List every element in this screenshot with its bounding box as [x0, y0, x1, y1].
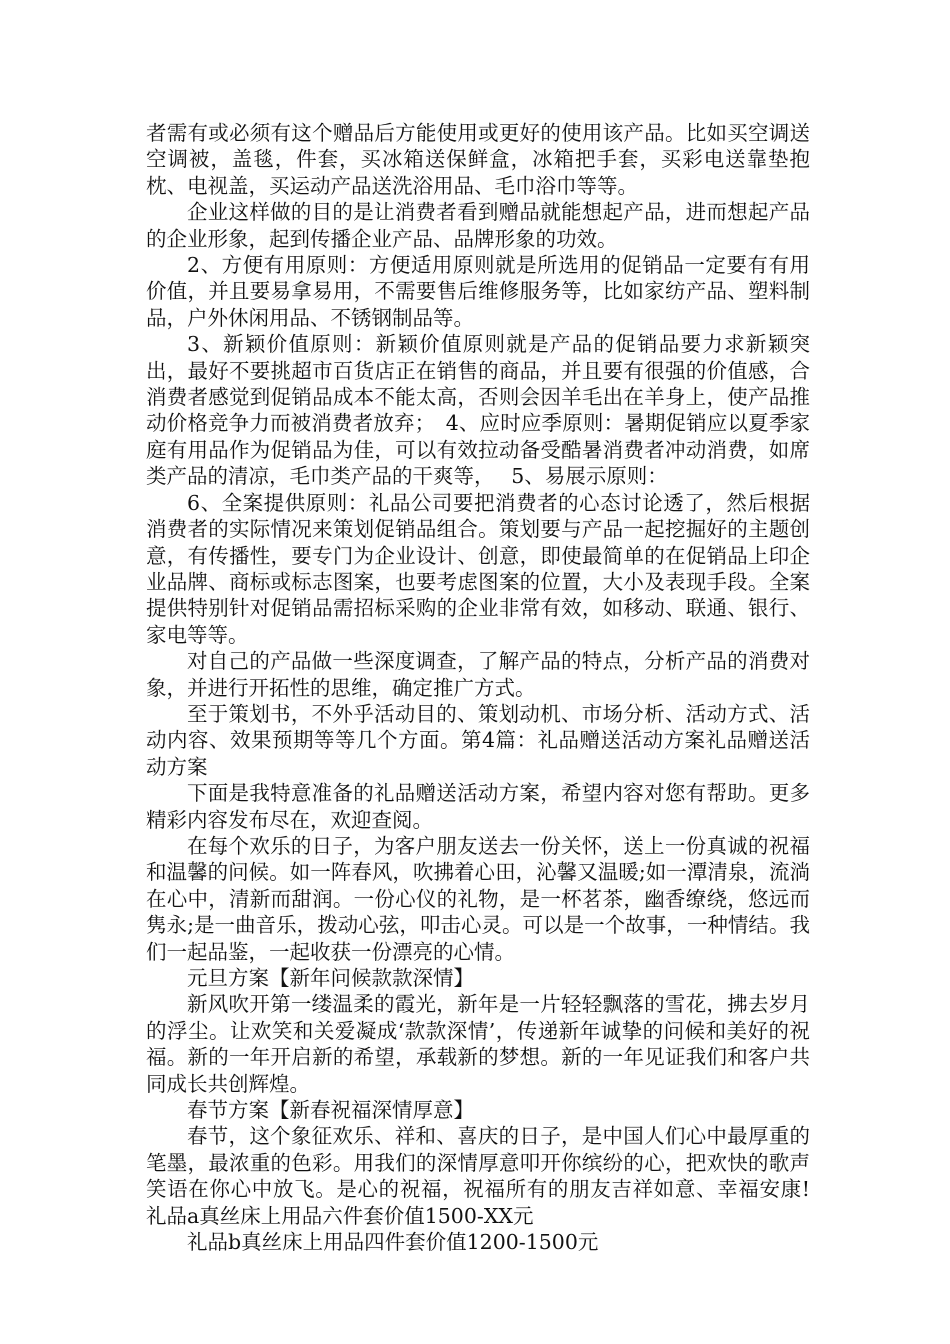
paragraph-1: 者需有或必须有这个赠品后方能使用或更好的使用该产品。比如买空调送空调被，盖毯，件套，买冰箱送保鲜盒，冰箱把手套，买彩电送靠垫抱枕、电视盖，买运动产品送洗浴用品、毛巾浴巾等等。	[146, 121, 810, 198]
paragraph-2: 企业这样做的目的是让消费者看到赠品就能想起产品，进而想起产品的企业形象，起到传播企业产品、品牌形象的功效。	[146, 200, 810, 251]
paragraph-3: 2、方便有用原则：方便适用原则就是所选用的促销品一定要有有用价值，并且要易拿易用，不需要售后维修服务等，比如家纺产品、塑料制品，户外休闲用品、不锈钢制品等。	[146, 253, 810, 330]
paragraph-6: 对自己的产品做一些深度调查，了解产品的特点，分析产品的消费对象，并进行开拓性的思维，确定推广方式。	[146, 649, 810, 700]
paragraph-14: 礼品b真丝床上用品四件套价值1200-1500元	[187, 1230, 599, 1255]
paragraph-13: 春节，这个象征欢乐、祥和、喜庆的日子，是中国人们心中最厚重的笔墨，最浓重的色彩。用我们的深情厚意叩开你缤纷的心，把欢快的歌声笑语在你心中放飞。是心的祝福，祝福所有的朋友吉祥如意、幸福安康! 礼品a真丝床上用品六件套价值1500-XX元	[146, 1124, 831, 1228]
paragraph-7: 至于策划书，不外乎活动目的、策划动机、市场分析、活动方式、活动内容、效果预期等等几个方面。第4篇：礼品赠送活动方案礼品赠送活动方案	[146, 701, 810, 779]
paragraph-5: 6、全案提供原则：礼品公司要把消费者的心态讨论透了，然后根据消费者的实际情况来策划促销品组合。策划要与产品一起挖掘好的主题创意，有传播性，要专门为企业设计、创意，即使最简单的在促销品上印企业品牌、商标或标志图案，也要考虑图案的位置，大小及表现手段。全案提供特别针对促销品需招标采购的企业非常有效，如移动、联通、银行、家电等等。	[146, 490, 810, 647]
paragraph-8: 下面是我特意准备的礼品赠送活动方案，希望内容对您有帮助。更多精彩内容发布尽在，欢迎查阅。	[146, 781, 810, 832]
section-heading-spring-festival: 春节方案【新春祝福深情厚意】	[187, 1098, 474, 1123]
section-heading-new-year: 元旦方案【新年问候款款深情】	[187, 966, 474, 990]
paragraph-11: 新风吹开第一缕温柔的霞光，新年是一片轻轻飘落的雪花，拂去岁月的浮尘。让欢笑和关爱凝成‘款款深情’，传递新年诚挚的问候和美好的祝福。新的一年开启新的希望，承载新的梦想。新的一年见证我们和客户共同成长共创辉煌。	[146, 992, 810, 1096]
paragraph-9: 在每个欢乐的日子，为客户朋友送去一份关怀，送上一份真诚的祝福和温馨的问候。如一阵春风，吹拂着心田，沁馨又温暖;如一潭清泉，流淌在心中，清新而甜润。一份心仪的礼物，是一杯茗茶，幽香缭绕，悠远而隽永;是一曲音乐，拨动心弦，叩击心灵。可以是一个故事，一种情结。我们一起品鉴，一起收获一份漂亮的心情。	[146, 833, 810, 964]
document-body	[146, 120, 831, 1255]
paragraph-4: 3、新颖价值原则：新颖价值原则就是产品的促销品要力求新颖突出，最好不要挑超市百货店正在销售的商品，并且要有很强的价值感，合消费者感觉到促销品成本不能太高，否则会因羊毛出在羊身上，使产品推动价格竞争力而被消费者放弃； 4、应时应季原则：暑期促销应以夏季家庭有用品作为促销品为佳，可以有效拉动备受酷暑消费者冲动消费，如席类产品的清凉，毛巾类产品的干爽等， 5、易展示原则：	[146, 332, 810, 489]
